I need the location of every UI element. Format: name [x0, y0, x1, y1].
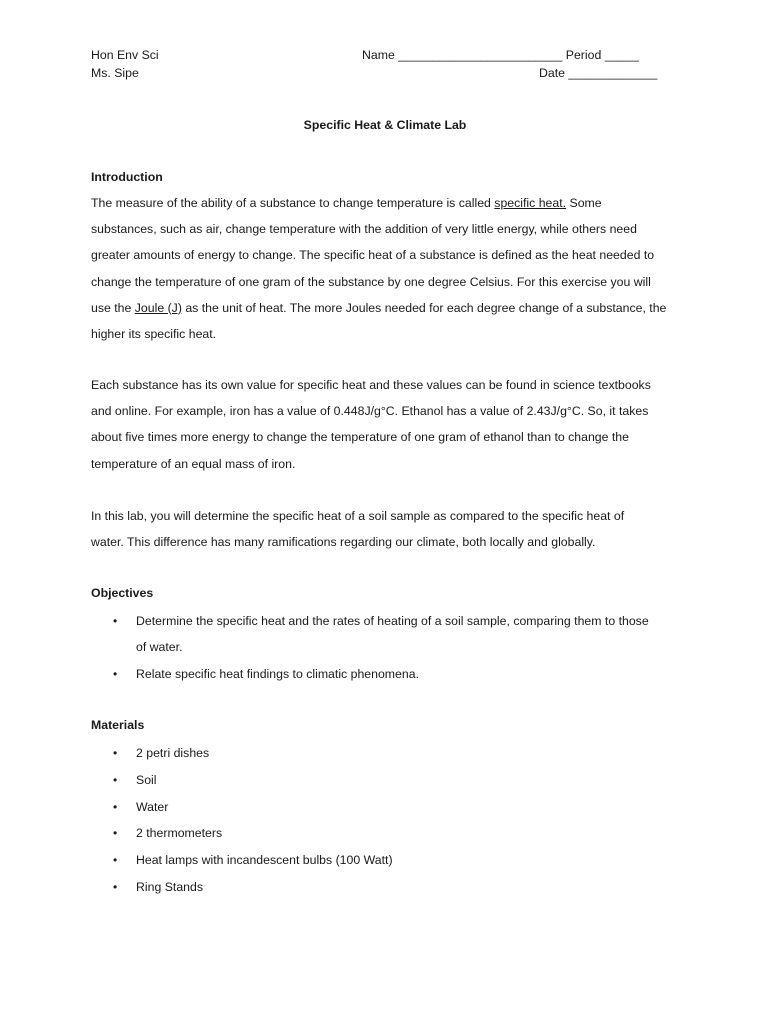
- paragraph-line: In this lab, you will determine the specific heat of a soil sample as compared to the specific heat of: [91, 509, 625, 523]
- list-item-text: Relate specific heat findings to climatic phenomena.: [136, 666, 419, 681]
- paragraph-line: and online. For example, iron has a value of 0.448J/g°C. Ethanol has a value of 2.43J/g°C. So, it takes: [91, 404, 649, 419]
- bullet-icon: •: [113, 614, 118, 628]
- list-item: [91, 847, 691, 874]
- introduction-heading: Introduction: [91, 170, 163, 184]
- page-title: Specific Heat & Climate Lab: [303, 118, 467, 132]
- list-item-text: 2 thermometers: [136, 826, 223, 841]
- materials-heading: Materials: [91, 718, 145, 732]
- bullet-icon: •: [113, 799, 118, 814]
- list-item-text: Determine the specific heat and the rates of heating of a soil sample, comparing them to those: [136, 614, 649, 628]
- paragraph-line: greater amounts of energy to change. The specific heat of a substance is defined as the heat needed to: [91, 248, 655, 263]
- bullet-icon: •: [113, 879, 118, 894]
- list-item-text: Water: [136, 799, 169, 814]
- list-item: [91, 874, 691, 901]
- intro-paragraph-1: [91, 190, 691, 347]
- joule-term: Joule (J): [134, 300, 182, 315]
- list-item-text: of water.: [136, 640, 183, 655]
- list-item: [91, 820, 691, 847]
- list-item: [91, 794, 691, 821]
- text-span: Some: [566, 196, 602, 210]
- bullet-icon: •: [113, 746, 118, 760]
- teacher-label: Ms. Sipe: [91, 66, 139, 80]
- paragraph-line: water. This difference has many ramifications regarding our climate, both locally and globally.: [91, 535, 596, 550]
- list-item: [91, 740, 691, 767]
- materials-list: [91, 740, 691, 901]
- intro-paragraph-2: [91, 372, 691, 477]
- list-item: [91, 608, 691, 661]
- bullet-icon: •: [113, 826, 118, 841]
- paragraph-line: change the temperature of one gram of the substance by one degree Celsius. For this exercise you will: [91, 274, 651, 289]
- list-item: [91, 767, 691, 794]
- paragraph-line: [91, 190, 691, 216]
- date-field: Date _____________: [539, 66, 658, 80]
- objectives-heading: Objectives: [91, 586, 154, 600]
- paragraph-line: Each substance has its own value for specific heat and these values can be found in science textbooks: [91, 378, 651, 392]
- list-item-text: Ring Stands: [136, 879, 203, 894]
- text-span: use the: [91, 300, 135, 315]
- list-item-text: Soil: [136, 772, 157, 787]
- name-period-field: Name ________________________ Period _____: [362, 48, 639, 62]
- paragraph-line: higher its specific heat.: [91, 327, 217, 342]
- list-item-text: Heat lamps with incandescent bulbs (100 Watt): [136, 853, 393, 868]
- bullet-icon: •: [113, 772, 118, 787]
- intro-paragraph-3: [91, 503, 691, 555]
- text-span: The measure of the ability of a substance to change temperature is called: [91, 196, 495, 210]
- paragraph-line: [91, 295, 691, 321]
- paragraph-line: temperature of an equal mass of iron.: [91, 456, 296, 471]
- text-span: as the unit of heat. The more Joules needed for each degree change of a substance, the: [181, 300, 667, 315]
- specific-heat-term: specific heat.: [494, 196, 567, 210]
- paragraph-line: about five times more energy to change the temperature of one gram of ethanol than to change the: [91, 430, 629, 445]
- course-label: Hon Env Sci: [91, 48, 159, 62]
- bullet-icon: •: [113, 853, 118, 868]
- paragraph-line: substances, such as air, change temperature with the addition of very little energy, while others need: [91, 222, 637, 237]
- list-item-text: 2 petri dishes: [136, 746, 210, 760]
- list-item: [91, 661, 691, 687]
- objectives-list: [91, 608, 691, 687]
- bullet-icon: •: [113, 666, 118, 681]
